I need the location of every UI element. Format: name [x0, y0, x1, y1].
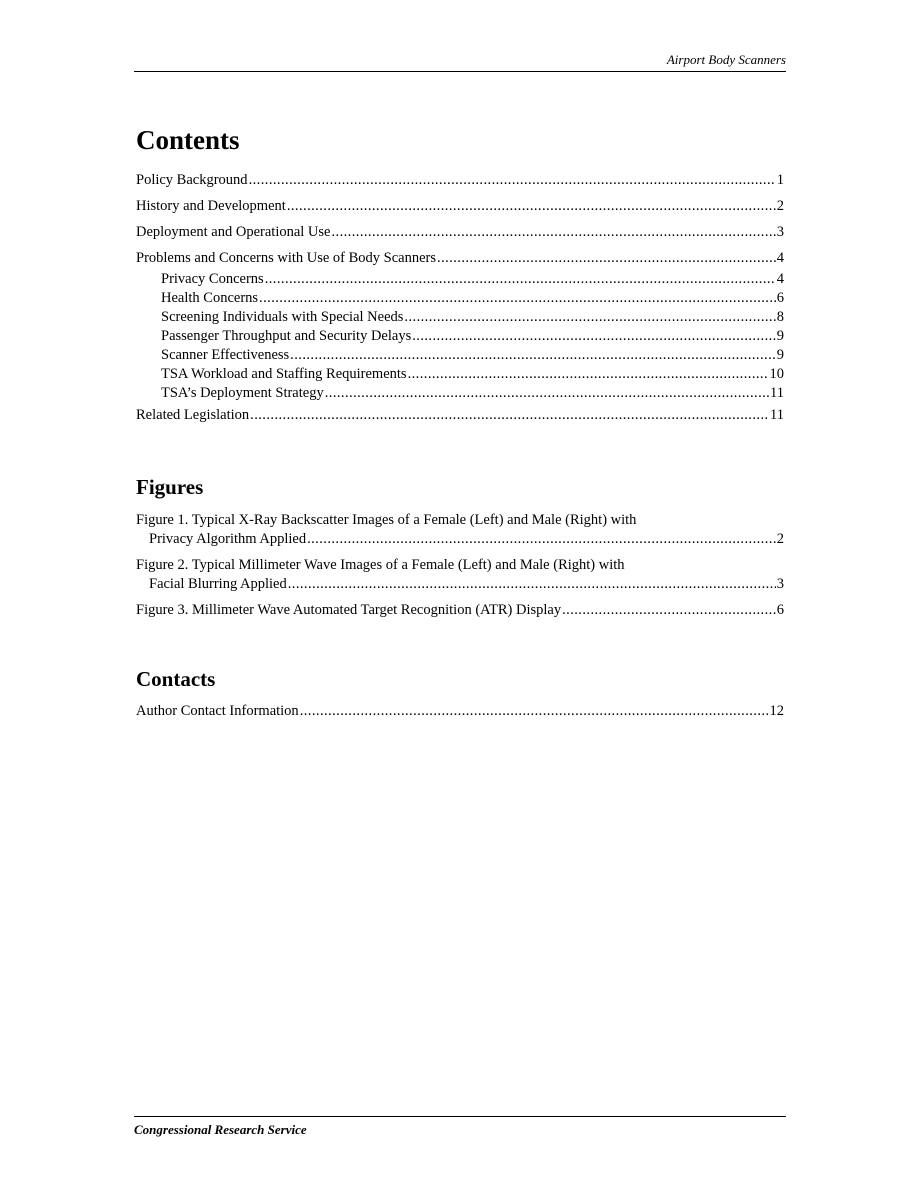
toc-entry-throughput[interactable]: Passenger Throughput and Security Delays . . . 9 — [136, 328, 784, 345]
toc-entry-deployment[interactable]: Deployment and Operational Use . . . 3 — [136, 224, 784, 241]
toc-entry-privacy[interactable]: Privacy Concerns . . . 4 — [136, 271, 784, 288]
toc-entry-author-contact[interactable]: Author Contact Information . . . 12 — [136, 703, 784, 720]
figure-entry-2[interactable]: Figure 2. Typical Millimeter Wave Images of a Female (Left) and Male (Right) with Facial Blurring Applied . . . 3 — [136, 556, 784, 594]
figures-heading: Figures — [136, 475, 204, 499]
contents-heading: Contents — [136, 125, 240, 155]
toc-entry-workload[interactable]: TSA Workload and Staffing Requirements . . . 10 — [136, 366, 784, 383]
toc-entry-policy-background[interactable]: Policy Background . . . 1 — [136, 172, 784, 189]
running-header — [134, 52, 786, 72]
running-footer — [134, 1116, 786, 1138]
footer-text: Congressional Research Service — [134, 1122, 307, 1137]
toc-entry-problems[interactable]: Problems and Concerns with Use of Body Scanners . . . 4 — [136, 250, 784, 267]
table-of-contents — [136, 122, 784, 729]
figure-entry-3[interactable]: Figure 3. Millimeter Wave Automated Target Recognition (ATR) Display . . . 6 — [136, 601, 784, 620]
toc-entry-legislation[interactable]: Related Legislation . . . 11 — [136, 407, 784, 424]
toc-entry-history[interactable]: History and Development . . . 2 — [136, 198, 784, 215]
toc-entry-effectiveness[interactable]: Scanner Effectiveness . . . 9 — [136, 347, 784, 364]
figure-entry-1[interactable]: Figure 1. Typical X-Ray Backscatter Images of a Female (Left) and Male (Right) with Privacy Algorithm Applied . . . 2 — [136, 511, 784, 549]
contacts-heading: Contacts — [136, 667, 216, 691]
toc-entry-health[interactable]: Health Concerns . . . 6 — [136, 290, 784, 307]
toc-entry-deployment-strategy[interactable]: TSA’s Deployment Strategy . . . 11 — [136, 385, 784, 402]
running-header-title: Airport Body Scanners — [666, 52, 786, 67]
toc-entry-special-needs[interactable]: Screening Individuals with Special Needs . . . 8 — [136, 309, 784, 326]
figures-list — [136, 511, 784, 620]
contents-list — [136, 172, 784, 424]
contacts-list — [136, 703, 784, 720]
